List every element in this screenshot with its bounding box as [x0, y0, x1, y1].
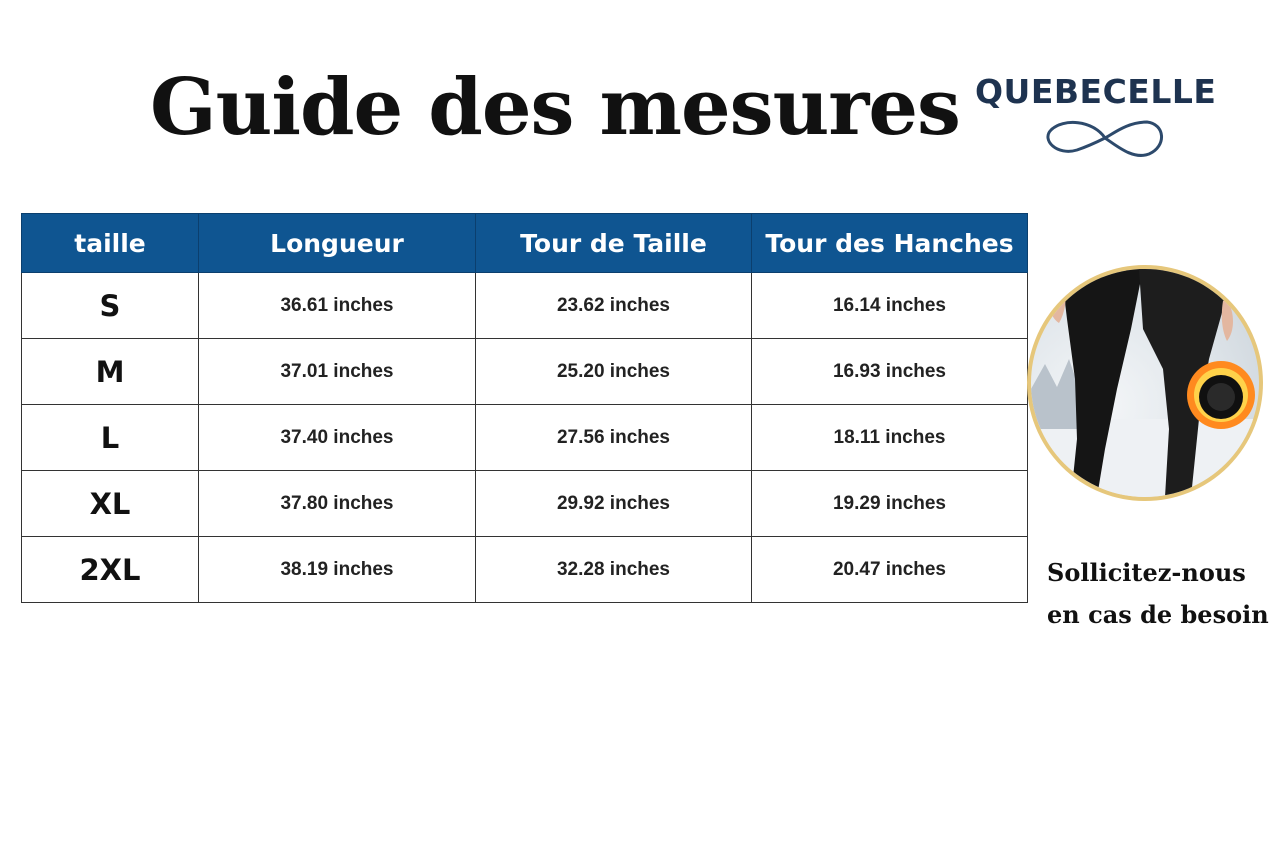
- hips-cell: 19.29 inches: [752, 471, 1028, 537]
- waist-cell: 32.28 inches: [476, 537, 752, 603]
- help-note: [1047, 552, 1269, 636]
- infinity-icon: [1043, 116, 1167, 160]
- help-line: en cas de besoin: [1047, 600, 1269, 629]
- waist-cell: 25.20 inches: [476, 339, 752, 405]
- brand-name: QUEBECELLE: [975, 72, 1217, 111]
- size-cell: XL: [22, 471, 199, 537]
- brand-logo: [975, 72, 1235, 162]
- header-hips: Tour des Hanches: [752, 214, 1028, 273]
- size-cell: L: [22, 405, 199, 471]
- hips-cell: 18.11 inches: [752, 405, 1028, 471]
- waist-cell: 27.56 inches: [476, 405, 752, 471]
- hips-cell: 16.93 inches: [752, 339, 1028, 405]
- header-size: taille: [22, 214, 199, 273]
- product-photo: [1027, 265, 1263, 501]
- header-waist: Tour de Taille: [476, 214, 752, 273]
- table-row: [22, 405, 1028, 471]
- hips-cell: 16.14 inches: [752, 273, 1028, 339]
- waist-cell: 29.92 inches: [476, 471, 752, 537]
- length-cell: 37.80 inches: [199, 471, 476, 537]
- table-row: [22, 471, 1028, 537]
- help-line: Sollicitez-nous: [1047, 558, 1246, 587]
- table-row: [22, 339, 1028, 405]
- header-length: Longueur: [199, 214, 476, 273]
- length-cell: 36.61 inches: [199, 273, 476, 339]
- length-cell: 38.19 inches: [199, 537, 476, 603]
- fleece-leggings-photo: [1031, 269, 1259, 497]
- table-row: [22, 537, 1028, 603]
- length-cell: 37.01 inches: [199, 339, 476, 405]
- table-header-row: [22, 214, 1028, 273]
- size-table: [21, 213, 1028, 603]
- table-row: [22, 273, 1028, 339]
- length-cell: 37.40 inches: [199, 405, 476, 471]
- page-title: Guide des mesures: [150, 62, 960, 153]
- waist-cell: 23.62 inches: [476, 273, 752, 339]
- size-cell: M: [22, 339, 199, 405]
- size-cell: 2XL: [22, 537, 199, 603]
- hips-cell: 20.47 inches: [752, 537, 1028, 603]
- size-cell: S: [22, 273, 199, 339]
